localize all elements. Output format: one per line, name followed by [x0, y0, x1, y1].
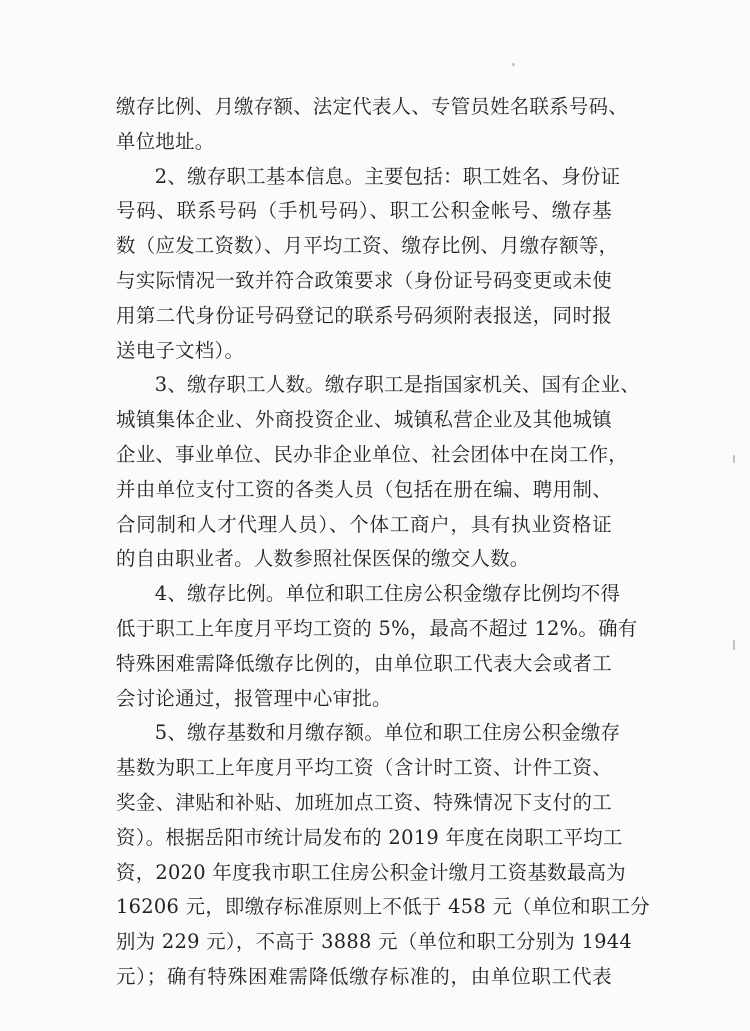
- text-line: 别为 229 元），不高于 3888 元（单位和职工分别为 1944: [116, 930, 633, 954]
- text-line: 16206 元，即缴存标准原则上不低于 458 元（单位和职工分: [116, 895, 650, 919]
- text-line: 城镇集体企业、外商投资企业、城镇私营企业及其他城镇: [116, 408, 612, 432]
- text-line: 会讨论通过，报管理中心审批。: [116, 686, 392, 710]
- document-body: [116, 90, 650, 995]
- text-line: 的自由职业者。人数参照社保医保的缴交人数。: [116, 547, 530, 571]
- text-line: 2、缴存职工基本信息。主要包括：职工姓名、身份证: [154, 164, 621, 188]
- text-line: 特殊困难需降低缴存比例的，由单位职工代表大会或者工: [116, 651, 612, 675]
- text-line: 并由单位支付工资的各类人员（包括在册在编、聘用制、: [116, 477, 612, 501]
- text-line: 奖金、津贴和补贴、加班加点工资、特殊情况下支付的工: [116, 790, 612, 814]
- text-line: 送电子文档）。: [116, 338, 245, 362]
- text-line: 号码、联系号码（手机号码）、职工公积金帐号、缴存基: [116, 199, 612, 223]
- text-line: 与实际情况一致并符合政策要求（身份证号码变更或未使: [116, 268, 612, 292]
- scan-speck: [512, 63, 515, 66]
- text-line: 5、缴存基数和月缴存额。单位和职工住房公积金缴存: [154, 721, 621, 745]
- text-line: 单位地址。: [116, 129, 215, 153]
- text-line: 用第二代身份证号码登记的联系号码须附表报送，同时报: [116, 303, 612, 327]
- text-line: 企业、事业单位、民办非企业单位、社会团体中在岗工作，: [116, 442, 628, 466]
- scan-speck: [733, 455, 735, 463]
- text-line: 基数为职工上年度月平均工资（含计时工资、计件工资、: [116, 756, 612, 780]
- text-line: 3、缴存职工人数。缴存职工是指国家机关、国有企业、: [154, 373, 641, 397]
- text-line: 4、缴存比例。单位和职工住房公积金缴存比例均不得: [154, 582, 621, 606]
- text-line: 数（应发工资数）、月平均工资、缴存比例、月缴存额等，: [116, 234, 619, 258]
- text-line: 元）；确有特殊困难需降低缴存标准的，由单位职工代表: [116, 964, 612, 988]
- text-line: 资，2020 年度我市职工住房公积金计缴月工资基数最高为: [116, 860, 626, 884]
- scan-speck: [733, 640, 735, 650]
- text-line: 低于职工上年度月平均工资的 5%，最高不超过 12%。确有: [116, 616, 638, 640]
- text-line: 合同制和人才代理人员）、个体工商户，具有执业资格证: [116, 512, 612, 536]
- text-line: 缴存比例、月缴存额、法定代表人、专管员姓名联系号码、: [116, 95, 628, 118]
- text-line: 资）。根据岳阳市统计局发布的 2019 年度在岗职工平均工: [116, 825, 623, 849]
